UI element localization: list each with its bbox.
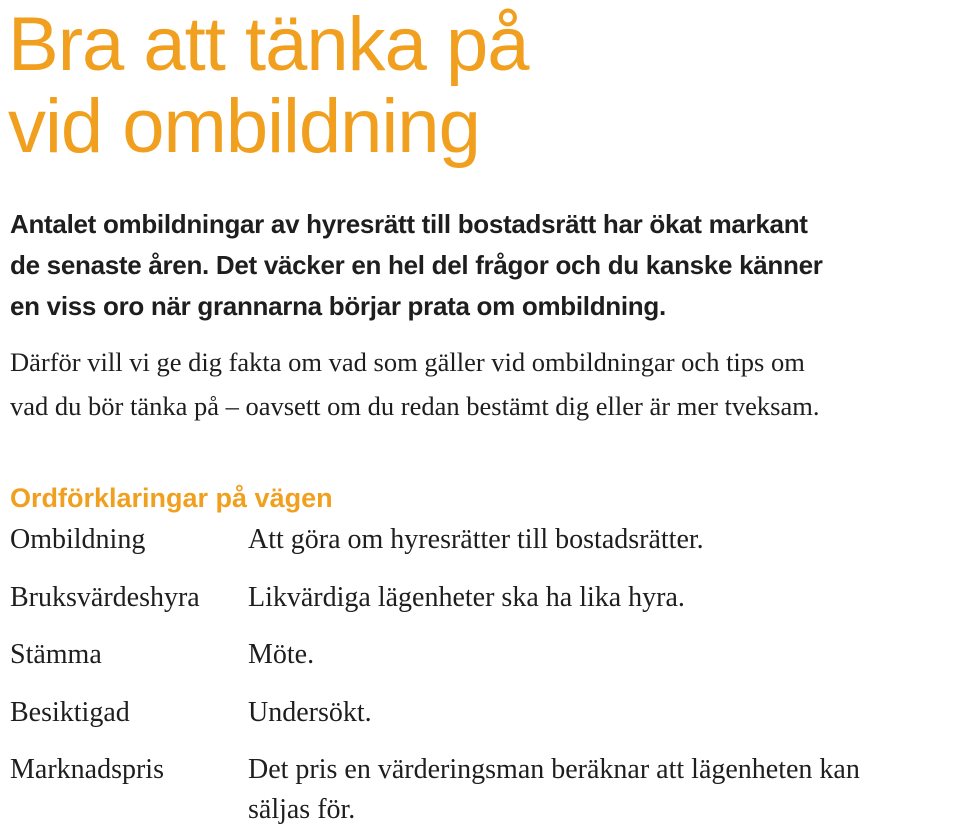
body-line-2: vad du bör tänka på – oavsett om du redan bestämt dig eller är mer tveksam. [10,391,820,421]
lead-paragraph [10,204,960,327]
title-line-2: vid ombildning [8,84,480,169]
glossary-definition: Likvärdiga lägenheter ska ha lika hyra. [248,582,685,613]
body-line-1: Därför vill vi ge dig fakta om vad som gäller vid ombildningar och tips om [10,347,805,377]
lead-line-1: Antalet ombildningar av hyresrätt till bostadsrätt har ökat markant [10,209,808,239]
glossary-definition: Att göra om hyresrätter till bostadsrätter. [248,524,704,555]
glossary-term: Besiktigad [10,697,130,728]
glossary-term: Bruksvärdeshyra [10,582,200,613]
glossary-term: Stämma [10,639,102,670]
lead-line-2: de senaste åren. Det väcker en hel del frågor och du kanske känner [10,250,823,280]
glossary-definition: Undersökt. [248,697,372,728]
body-paragraph [10,340,960,428]
glossary-heading: Ordförklaringar på vägen [10,483,333,513]
page-title [8,4,529,168]
lead-line-3: en viss oro när grannarna börjar prata om ombildning. [10,291,666,321]
glossary-definition: Det pris en värderingsman beräknar att lägenheten kan säljas för. [248,754,860,825]
glossary-term: Ombildning [10,524,146,555]
glossary-definition: Möte. [248,639,315,670]
glossary-term: Marknadspris [10,754,164,785]
title-line-1: Bra att tänka på [8,2,529,87]
